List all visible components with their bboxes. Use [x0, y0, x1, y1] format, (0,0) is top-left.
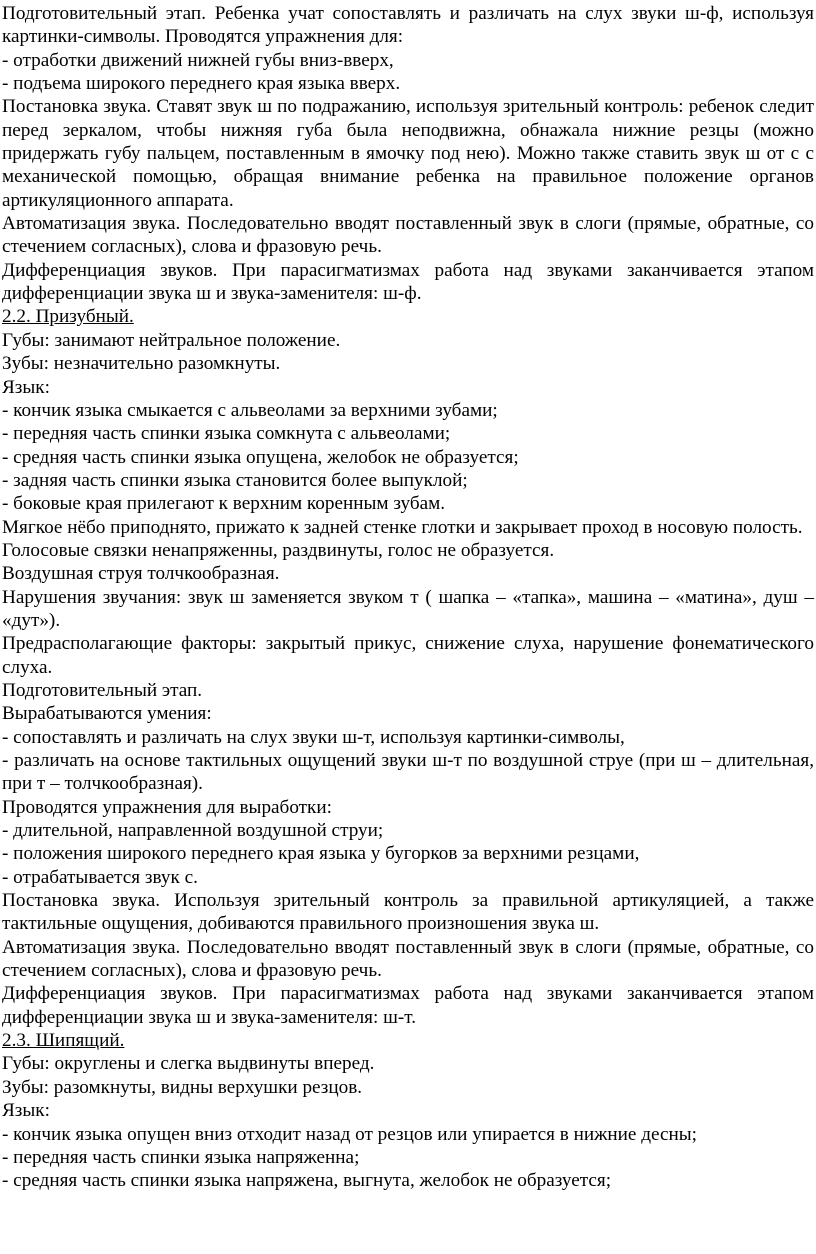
paragraph-skills: Вырабатываются умения: — [2, 703, 212, 725]
list-item: - различать на основе тактильных ощущений звуки ш-т по воздушной струе (при ш – длительная, при т – толчкообразная). — [2, 750, 814, 795]
list-item: - длительной, направленной воздушной струи; — [2, 820, 384, 842]
paragraph-sound-setting-2: Постановка звука. Используя зрительный контроль за правильной артикуляцией, а также тактильные ощущения, добиваются правильного произношения звука ш. — [2, 890, 814, 935]
paragraph-soft-palate: Мягкое нёбо приподнято, прижато к задней стенке глотки и закрывает проход в носовую полость. — [2, 516, 803, 538]
list-item: - кончик языка смыкается с альвеолами за верхними зубами; — [2, 399, 498, 421]
list-item: - передняя часть спинки языка напряженна; — [2, 1146, 360, 1168]
section-heading-interdental: 2.2. Призубный. — [2, 306, 134, 328]
paragraph-differentiation: Дифференциация звуков. При парасигматизмах работа над звуками заканчивается этапом дифференциации звука ш и звука-заменителя: ш-ф. — [2, 259, 814, 305]
paragraph-automation: Автоматизация звука. Последовательно вводят поставленный звук в слоги (прямые, обратные, со стечением согласных), слова и фразовую речь. — [2, 213, 814, 258]
paragraph-teeth: Зубы: незначительно разомкнуты. — [2, 353, 281, 375]
list-item: - отрабатывается звук с. — [2, 866, 198, 888]
paragraph-preparation-stage: Подготовительный этап. Ребенка учат сопоставлять и различать на слух звуки ш-ф, используя картинки-символы. Проводятся упражнения для: — [2, 3, 814, 48]
paragraph-sound-setting: Постановка звука. Ставят звук ш по подражанию, используя зрительный контроль: ребенок следит перед зеркалом, чтобы нижняя губа была неподвижна, обнажала нижние резцы (можно придержать губу пальцем, поставленным в ямочку под нею). Можно также ставить звук ш от с с механической помощью, обращая внимание ребенка на правильное положение органов артикуляционного аппарата. — [2, 96, 814, 211]
list-item: - передняя часть спинки языка сомкнута с альвеолами; — [2, 423, 451, 445]
list-item-tongue-lift: - подъема широкого переднего края языка вверх. — [2, 73, 401, 95]
paragraph-lips-2: Губы: округлены и слегка выдвинуты вперед. — [2, 1053, 375, 1075]
list-item: - средняя часть спинки языка напряжена, выгнута, желобок не образуется; — [2, 1170, 612, 1192]
paragraph-predisposing-factors: Предрасполагающие факторы: закрытый прикус, снижение слуха, нарушение фонематического слуха. — [2, 633, 814, 678]
paragraph-tongue-label-2: Язык: — [2, 1100, 50, 1122]
list-item: - сопоставлять и различать на слух звуки ш-т, используя картинки-символы, — [2, 726, 625, 748]
paragraph-differentiation-2: Дифференциация звуков. При парасигматизмах работа над звуками заканчивается этапом дифференциации звука ш и звука-заменителя: ш-т. — [2, 983, 814, 1028]
paragraph-exercises: Проводятся упражнения для выработки: — [2, 796, 332, 818]
paragraph-teeth-2: Зубы: разомкнуты, видны верхушки резцов. — [2, 1076, 363, 1098]
paragraph-automation-2: Автоматизация звука. Последовательно вводят поставленный звук в слоги (прямые, обратные, со стечением согласных), слова и фразовую речь. — [2, 936, 814, 982]
list-item: - положения широкого переднего края языка у бугорков за верхними резцами, — [2, 843, 640, 865]
paragraph-sound-disorders: Нарушения звучания: звук ш заменяется звуком т ( шапка – «тапка», машина – «матина», душ – «дут»). — [2, 586, 814, 631]
paragraph-vocal-cords: Голосовые связки ненапряженны, раздвинуты, голос не образуется. — [2, 539, 555, 561]
list-item: - средняя часть спинки языка опущена, желобок не образуется; — [2, 446, 519, 468]
paragraph-preparation-stage-2: Подготовительный этап. — [2, 679, 203, 701]
section-heading-hissing: 2.3. Шипящий. — [2, 1030, 125, 1052]
paragraph-tongue-label: Язык: — [2, 376, 50, 398]
list-item: - боковые края прилегают к верхним коренным зубам. — [2, 493, 446, 515]
list-item: - кончик языка опущен вниз отходит назад от резцов или упирается в нижние десны; — [2, 1123, 697, 1145]
paragraph-air-stream: Воздушная струя толчкообразная. — [2, 563, 280, 585]
paragraph-lips: Губы: занимают нейтральное положение. — [2, 329, 341, 351]
list-item: - задняя часть спинки языка становится более выпуклой; — [2, 469, 468, 491]
list-item-lower-lip: - отработки движений нижней губы вниз-вверх, — [2, 49, 394, 71]
